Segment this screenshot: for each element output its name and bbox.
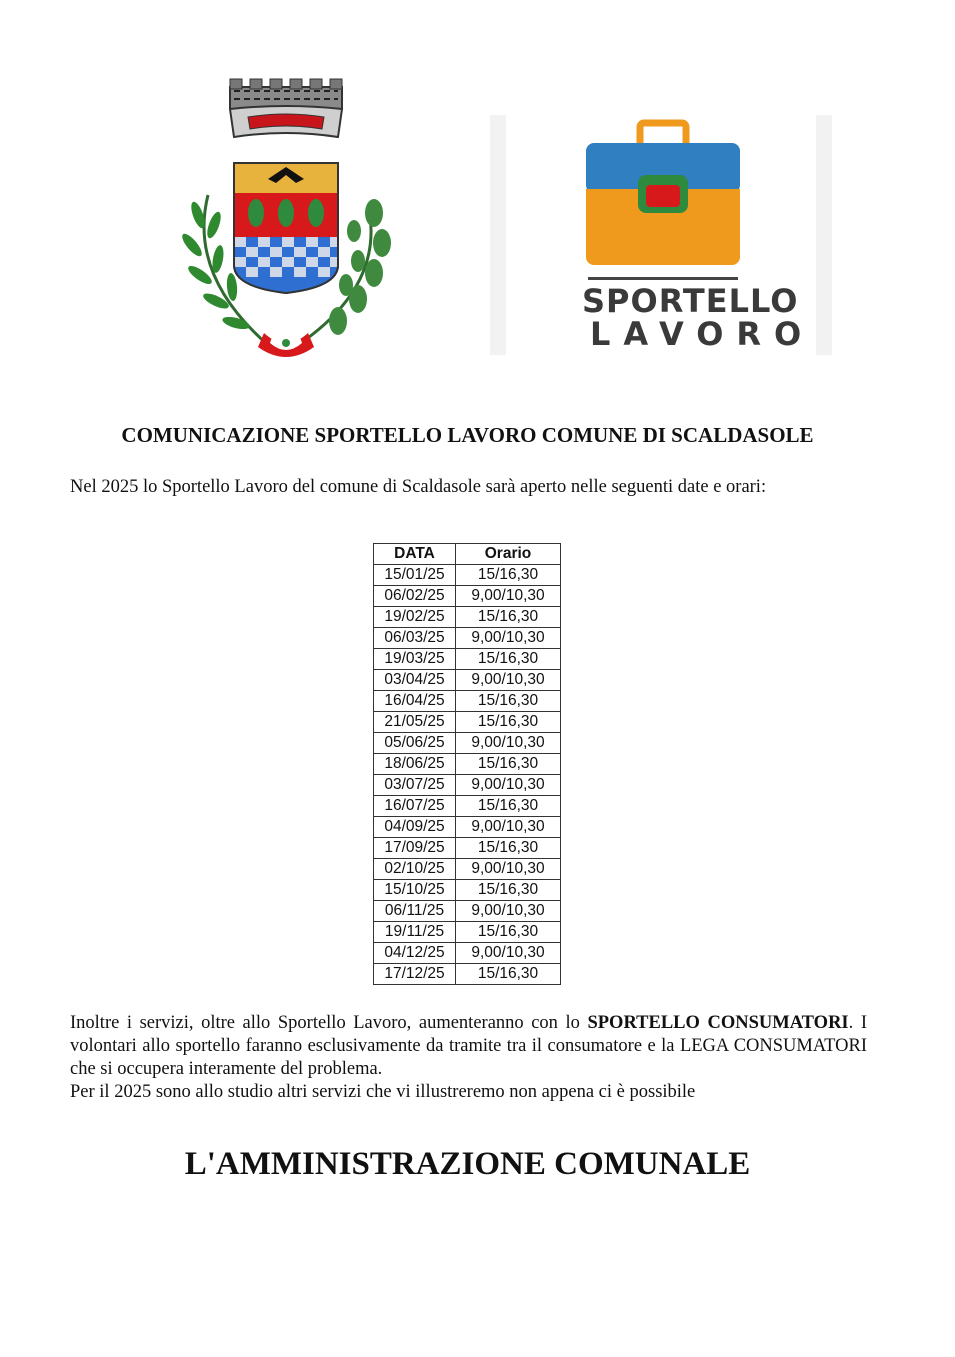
body-text: [70, 1012, 867, 1104]
time-cell: 15/16,30: [456, 691, 561, 712]
table-header-row: [374, 544, 561, 565]
time-cell: 9,00/10,30: [456, 859, 561, 880]
table-row: [374, 964, 561, 985]
time-cell: 15/16,30: [456, 649, 561, 670]
time-cell: 9,00/10,30: [456, 901, 561, 922]
table-row: [374, 817, 561, 838]
date-cell: 17/12/25: [374, 964, 456, 985]
time-cell: 15/16,30: [456, 754, 561, 775]
time-cell: 15/16,30: [456, 880, 561, 901]
date-cell: 15/10/25: [374, 880, 456, 901]
table-row: [374, 922, 561, 943]
time-cell: 9,00/10,30: [456, 733, 561, 754]
table-row: [374, 838, 561, 859]
shield-icon: [234, 163, 338, 293]
table-row: [374, 880, 561, 901]
page-title: COMUNICAZIONE SPORTELLO LAVORO COMUNE DI SCALDASOLE: [121, 423, 814, 447]
time-cell: 9,00/10,30: [456, 586, 561, 607]
table-row: [374, 943, 561, 964]
date-cell: 06/02/25: [374, 586, 456, 607]
date-cell: 19/11/25: [374, 922, 456, 943]
logo-text-line2: LAVORO: [590, 315, 815, 353]
column-header-orario: Orario: [456, 544, 561, 565]
date-cell: 04/12/25: [374, 943, 456, 964]
crown-icon: [230, 79, 342, 137]
table-row: [374, 775, 561, 796]
time-cell: 15/16,30: [456, 838, 561, 859]
date-cell: 02/10/25: [374, 859, 456, 880]
time-cell: 9,00/10,30: [456, 670, 561, 691]
time-cell: 15/16,30: [456, 922, 561, 943]
briefcase-icon: [586, 119, 740, 269]
date-cell: 17/09/25: [374, 838, 456, 859]
services-text-end: . I volontari allo sportello faranno esclusivamente da tramite tra il consumatore e la LEGA CONSUMATORI che si occupera interamente del problema.: [70, 1013, 867, 1079]
table-row: [374, 754, 561, 775]
column-header-data: DATA: [374, 544, 456, 565]
time-cell: 15/16,30: [456, 796, 561, 817]
date-cell: 05/06/25: [374, 733, 456, 754]
time-cell: 15/16,30: [456, 712, 561, 733]
time-cell: 15/16,30: [456, 607, 561, 628]
services-paragraph: [70, 1012, 867, 1081]
date-cell: 16/07/25: [374, 796, 456, 817]
time-cell: 15/16,30: [456, 964, 561, 985]
time-cell: 15/16,30: [456, 565, 561, 586]
logo-divider: [490, 115, 506, 355]
table-row: [374, 628, 561, 649]
date-cell: 16/04/25: [374, 691, 456, 712]
table-row: [374, 796, 561, 817]
ribbon-icon: [258, 333, 314, 357]
table-row: [374, 565, 561, 586]
signature: L'AMMINISTRAZIONE COMUNALE: [184, 1146, 751, 1182]
services-bold-text: SPORTELLO CONSUMATORI: [587, 1013, 849, 1033]
table-row: [374, 691, 561, 712]
table-row: [374, 586, 561, 607]
table-row: [374, 859, 561, 880]
table-row: [374, 901, 561, 922]
schedule-table-body: [374, 565, 561, 985]
date-cell: 18/06/25: [374, 754, 456, 775]
time-cell: 9,00/10,30: [456, 628, 561, 649]
time-cell: 9,00/10,30: [456, 943, 561, 964]
date-cell: 03/04/25: [374, 670, 456, 691]
logo-rule: [588, 277, 738, 280]
time-cell: 9,00/10,30: [456, 817, 561, 838]
date-cell: 06/11/25: [374, 901, 456, 922]
logo-divider: [816, 115, 832, 355]
schedule-table: [373, 543, 561, 985]
date-cell: 06/03/25: [374, 628, 456, 649]
time-cell: 9,00/10,30: [456, 775, 561, 796]
table-row: [374, 670, 561, 691]
date-cell: 19/03/25: [374, 649, 456, 670]
date-cell: 21/05/25: [374, 712, 456, 733]
table-row: [374, 712, 561, 733]
date-cell: 04/09/25: [374, 817, 456, 838]
date-cell: 15/01/25: [374, 565, 456, 586]
intro-text: Nel 2025 lo Sportello Lavoro del comune di Scaldasole sarà aperto nelle seguenti date e orari:: [70, 477, 767, 497]
sportello-lavoro-logo: [490, 115, 832, 355]
date-cell: 19/02/25: [374, 607, 456, 628]
date-cell: 03/07/25: [374, 775, 456, 796]
services-text-start: Inoltre i servizi, oltre allo Sportello Lavoro, aumenteranno con lo: [70, 1013, 588, 1033]
table-row: [374, 733, 561, 754]
table-row: [374, 607, 561, 628]
coat-of-arms-icon: [168, 75, 400, 367]
future-services-paragraph: Per il 2025 sono allo studio altri servizi che vi illustreremo non appena ci è possibile: [70, 1082, 696, 1102]
table-row: [374, 649, 561, 670]
logo-text-line1: SPORTELLO: [582, 282, 799, 320]
